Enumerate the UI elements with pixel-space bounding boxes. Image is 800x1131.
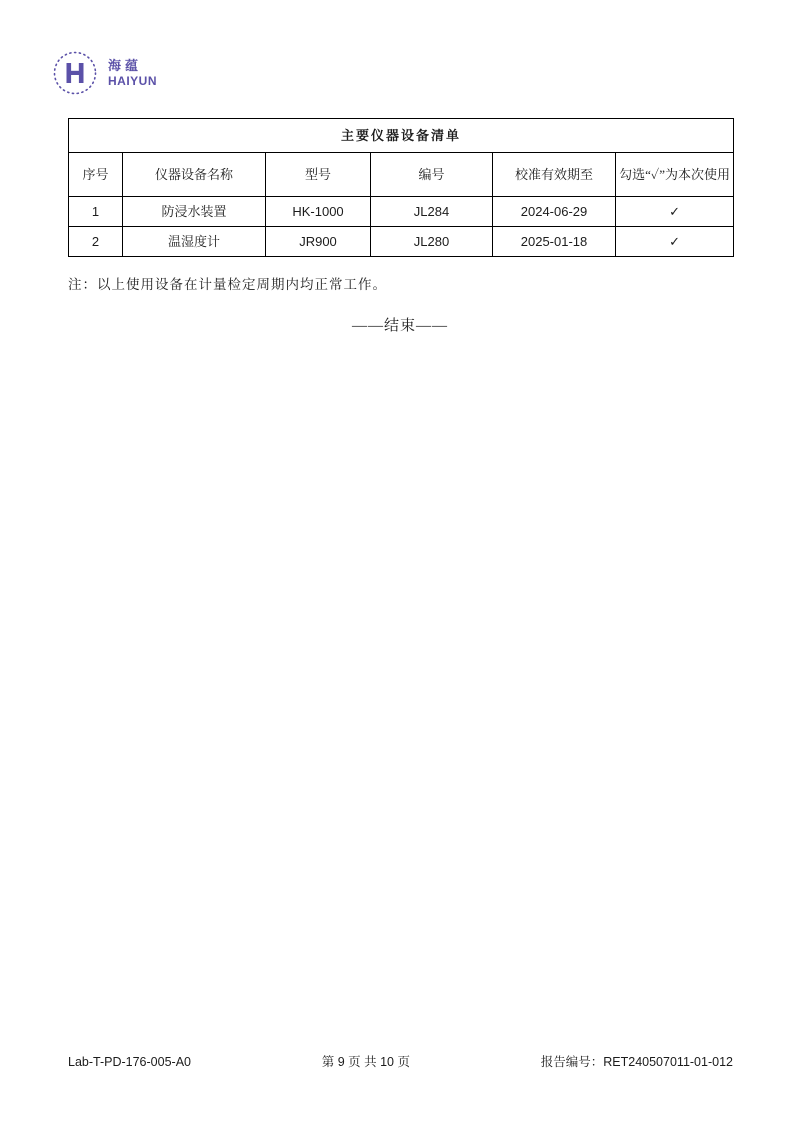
company-name-en: HAIYUN [108, 73, 158, 88]
cell-serial: 1 [69, 197, 123, 227]
header-serial: 序号 [69, 153, 123, 197]
footer-page-info: 第 9 页 共 10 页 [321, 1055, 410, 1069]
table-row [69, 197, 734, 227]
header-number: 编号 [371, 153, 493, 197]
cell-number: JL280 [371, 227, 493, 257]
cell-check-mark: ✓ [616, 197, 734, 227]
table-title-row [69, 119, 734, 153]
company-name-block [108, 58, 157, 88]
header-equipment-name: 仪器设备名称 [123, 153, 266, 197]
table-header-row [69, 153, 734, 197]
header-model: 型号 [266, 153, 371, 197]
cell-serial: 2 [69, 227, 123, 257]
end-marker: ——结束—— [351, 318, 448, 334]
equipment-table [68, 118, 734, 257]
page-footer [68, 1052, 733, 1070]
cell-equipment-name: 防浸水装置 [123, 197, 266, 227]
cell-calibration-date: 2024-06-29 [493, 197, 616, 227]
footer-doc-code: Lab-T-PD-176-005-A0 [68, 1055, 191, 1069]
company-name-cn: 海蕴 [108, 58, 143, 73]
table-row [69, 227, 734, 257]
header-check-used: 勾选“✓”为本次使用 [616, 153, 734, 197]
header-calibration-valid-until: 校准有效期至 [493, 153, 616, 197]
haiyun-logo-icon [52, 50, 98, 96]
cell-equipment-name: 温湿度计 [123, 227, 266, 257]
cell-check-mark: ✓ [616, 227, 734, 257]
footer-report-no: 报告编号：RET240507011-01-012 [540, 1055, 733, 1069]
cell-calibration-date: 2025-01-18 [493, 227, 616, 257]
cell-model: JR900 [266, 227, 371, 257]
company-logo [52, 50, 157, 96]
table-note: 注：以上使用设备在计量检定周期内均正常工作。 [68, 276, 387, 292]
cell-number: JL284 [371, 197, 493, 227]
table-title: 主要仪器设备清单 [69, 119, 734, 153]
cell-model: HK-1000 [266, 197, 371, 227]
